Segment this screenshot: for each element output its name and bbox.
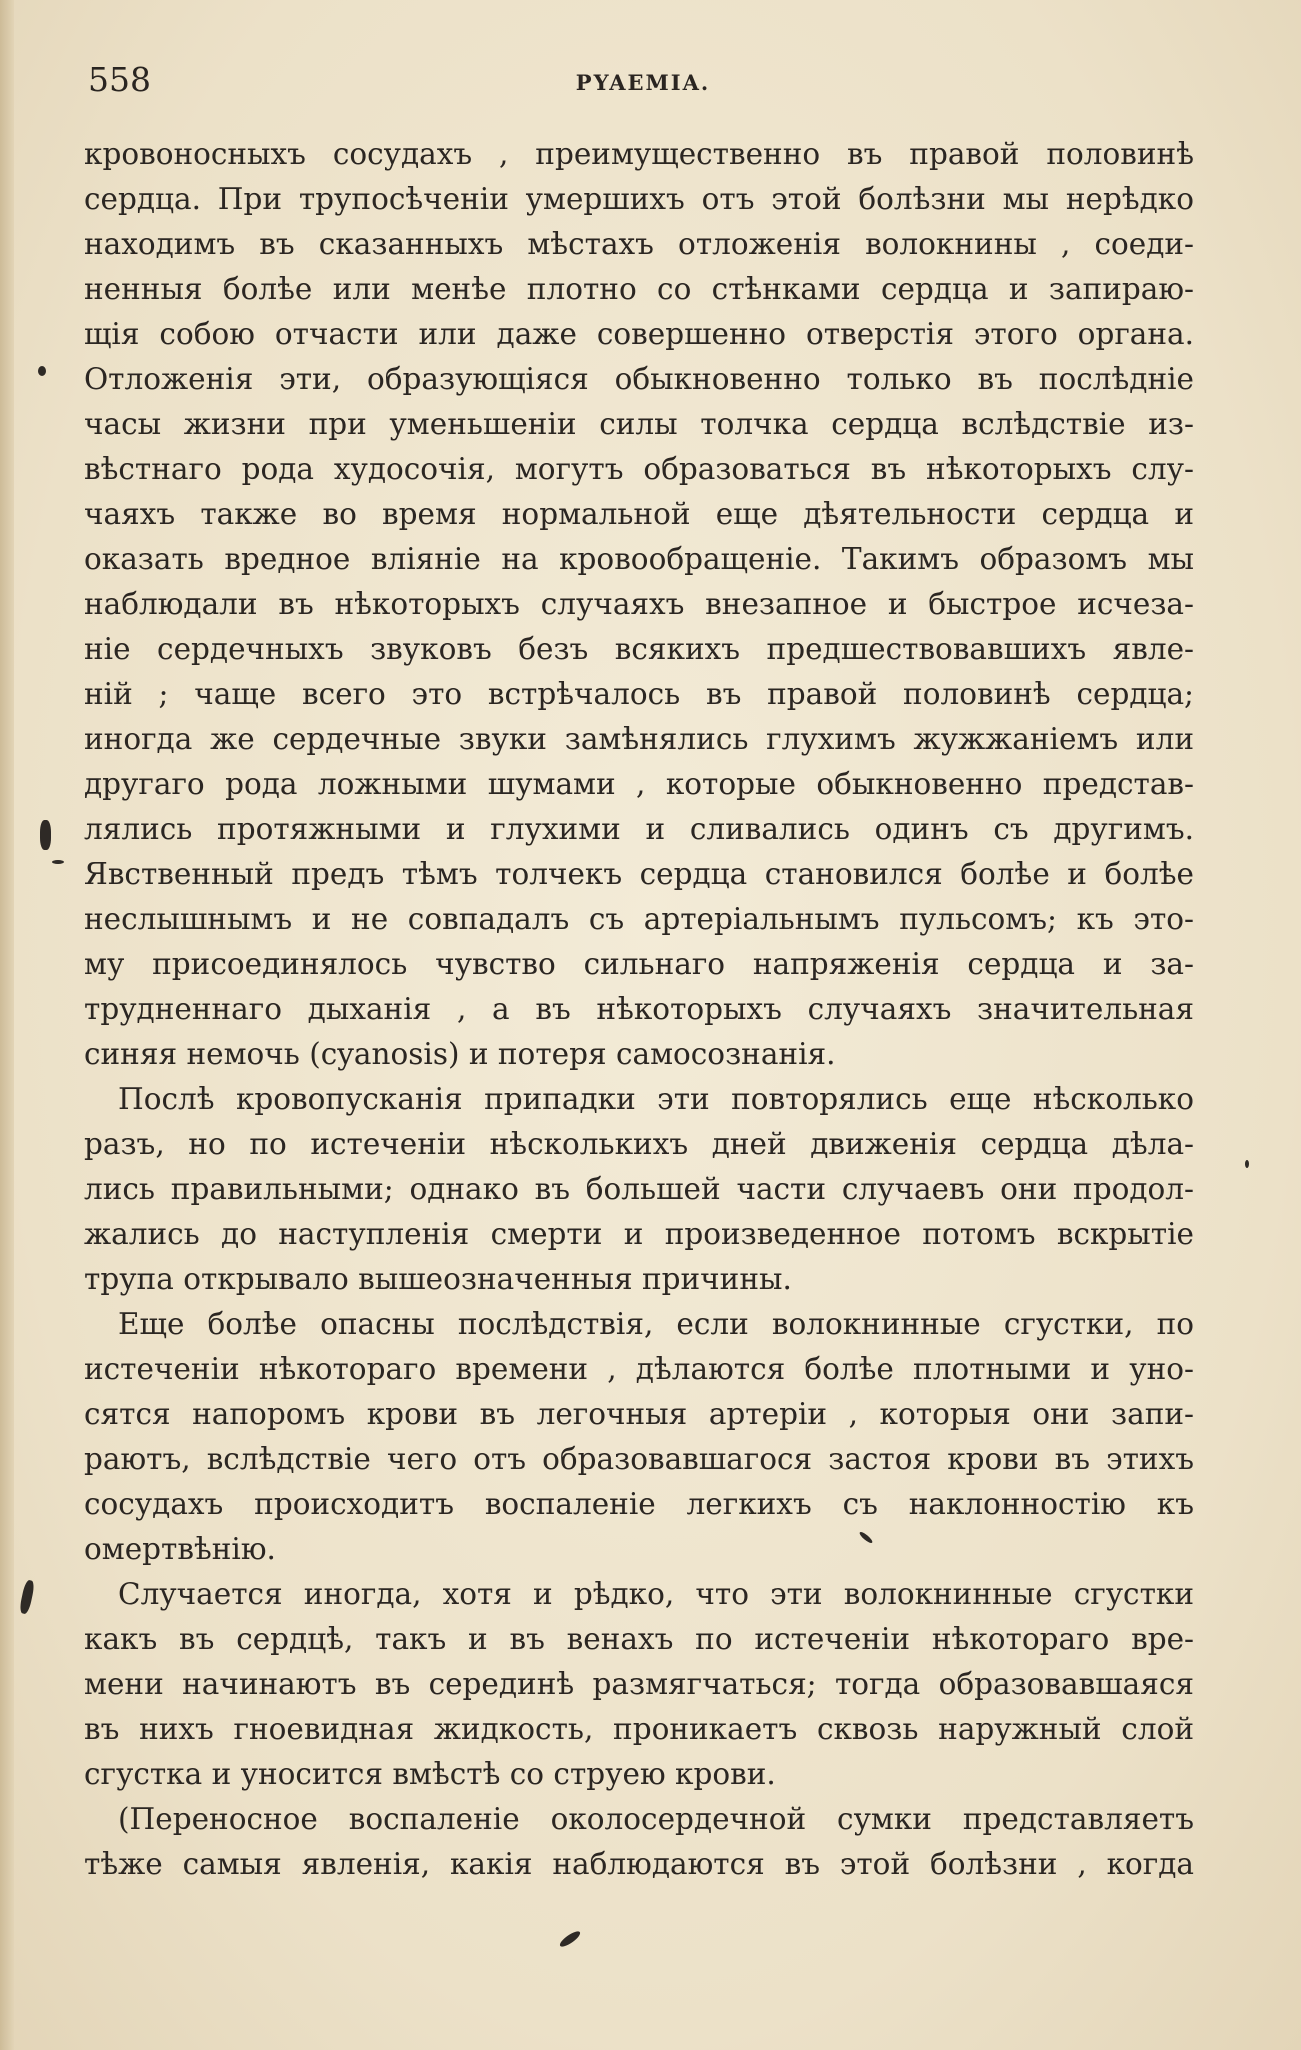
text-line: трудненнаго дыханія , а въ нѣкоторыхъ случаяхъ значительная [84,992,1194,1026]
ink-mark-left-1 [38,366,46,376]
text-line: синяя немочь (cyanosis) и потеря самосознанія. [84,1037,836,1071]
running-title: PYAEMIA. [575,70,711,95]
text-line: Послѣ кровопусканія припадки эти повторялись еще нѣсколько [118,1082,1194,1116]
ink-mark-left-4 [19,1579,36,1614]
text-line: Явственный предъ тѣмъ толчекъ сердца становился болѣе и болѣе [84,857,1194,891]
text-line: му присоединялось чувство сильнаго напряженія сердца и за- [84,947,1194,981]
text-line: щія собою отчасти или даже совершенно отверстія этого органа. [84,317,1194,351]
text-line: истеченіи нѣкотораго времени , дѣлаются болѣе плотными и уно- [84,1352,1194,1386]
text-line: Еще болѣе опасны послѣдствія, если волокнинные сгустки, по [118,1307,1194,1341]
text-line: лялись протяжными и глухими и сливались одинъ съ другимъ. [84,812,1194,846]
text-line: ній ; чаще всего это встрѣчалось въ правой половинѣ сердца; [84,677,1194,711]
text-line: трупа открывало вышеозначенныя причины. [84,1262,792,1296]
ink-mark-right [1245,1160,1249,1168]
text-line: находимъ въ сказанныхъ мѣстахъ отложенія волокнины , соеди- [84,227,1194,261]
text-line: Случается иногда, хотя и рѣдко, что эти волокнинные сгустки [118,1577,1194,1611]
text-line: ніе сердечныхъ звуковъ безъ всякихъ предшествовавшихъ явле- [84,632,1194,666]
text-line: мени начинаютъ въ серединѣ размягчаться; тогда образовавшаяся [84,1667,1194,1701]
text-line: сосудахъ происходитъ воспаленіе легкихъ съ наклонностію къ [84,1487,1194,1521]
ink-mark-left-3 [52,860,64,864]
text-line: омертвѣнію. [84,1532,276,1566]
text-line: раютъ, вслѣдствіе чего отъ образовавшагося застоя крови въ этихъ [84,1442,1194,1476]
text-line: часы жизни при уменьшеніи силы толчка сердца вслѣдствіе из- [84,407,1194,441]
text-line: сердца. При трупосѣченіи умершихъ отъ этой болѣзни мы нерѣдко [84,182,1194,216]
text-line: иногда же сердечные звуки замѣнялись глухимъ жужжаніемъ или [84,722,1194,756]
text-line: сятся напоромъ крови въ легочныя артеріи , которыя они запи- [84,1397,1194,1431]
text-line: лись правильными; однако въ большей части случаевъ они продол- [84,1172,1194,1206]
text-line: жались до наступленія смерти и произведенное потомъ вскрытіе [84,1217,1194,1251]
text-line: (Переносное воспаленіе околосердечной сумки представляетъ [118,1802,1194,1836]
text-line: ненныя болѣе или менѣе плотно со стѣнками сердца и запираю- [84,272,1194,306]
binding-edge [0,0,14,2050]
text-line: Отложенія эти, образующіяся обыкновенно только въ послѣдніе [84,362,1194,396]
text-line: кровоносныхъ сосудахъ , преимущественно въ правой половинѣ [84,137,1194,171]
text-line: чаяхъ также во время нормальной еще дѣятельности сердца и [84,497,1194,531]
ink-mark-left-2 [40,820,51,850]
page-header [88,60,1198,106]
text-line: сгустка и уносится вмѣстѣ со струею крови. [84,1757,776,1791]
page-number: 558 [88,60,151,99]
text-line: вѣстнаго рода худосочія, могутъ образоваться въ нѣкоторыхъ слу- [84,452,1194,486]
body-text [84,132,1194,1887]
text-line: оказать вредное вліяніе на кровообращеніе. Такимъ образомъ мы [84,542,1194,576]
text-line: въ нихъ гноевидная жидкость, проникаетъ сквозь наружный слой [84,1712,1194,1746]
text-line: какъ въ сердцѣ, такъ и въ венахъ по истеченіи нѣкотораго вре- [84,1622,1194,1656]
ink-mark-bottom [558,1929,582,1949]
text-line: тѣже самыя явленія, какія наблюдаются въ этой болѣзни , когда [84,1847,1194,1881]
text-line: неслышнымъ и не совпадалъ съ артеріальнымъ пульсомъ; къ это- [84,902,1194,936]
text-line: разъ, но по истеченіи нѣсколькихъ дней движенія сердца дѣла- [84,1127,1194,1161]
text-line: другаго рода ложными шумами , которые обыкновенно представ- [84,767,1194,801]
text-line: наблюдали въ нѣкоторыхъ случаяхъ внезапное и быстрое исчеза- [84,587,1194,621]
